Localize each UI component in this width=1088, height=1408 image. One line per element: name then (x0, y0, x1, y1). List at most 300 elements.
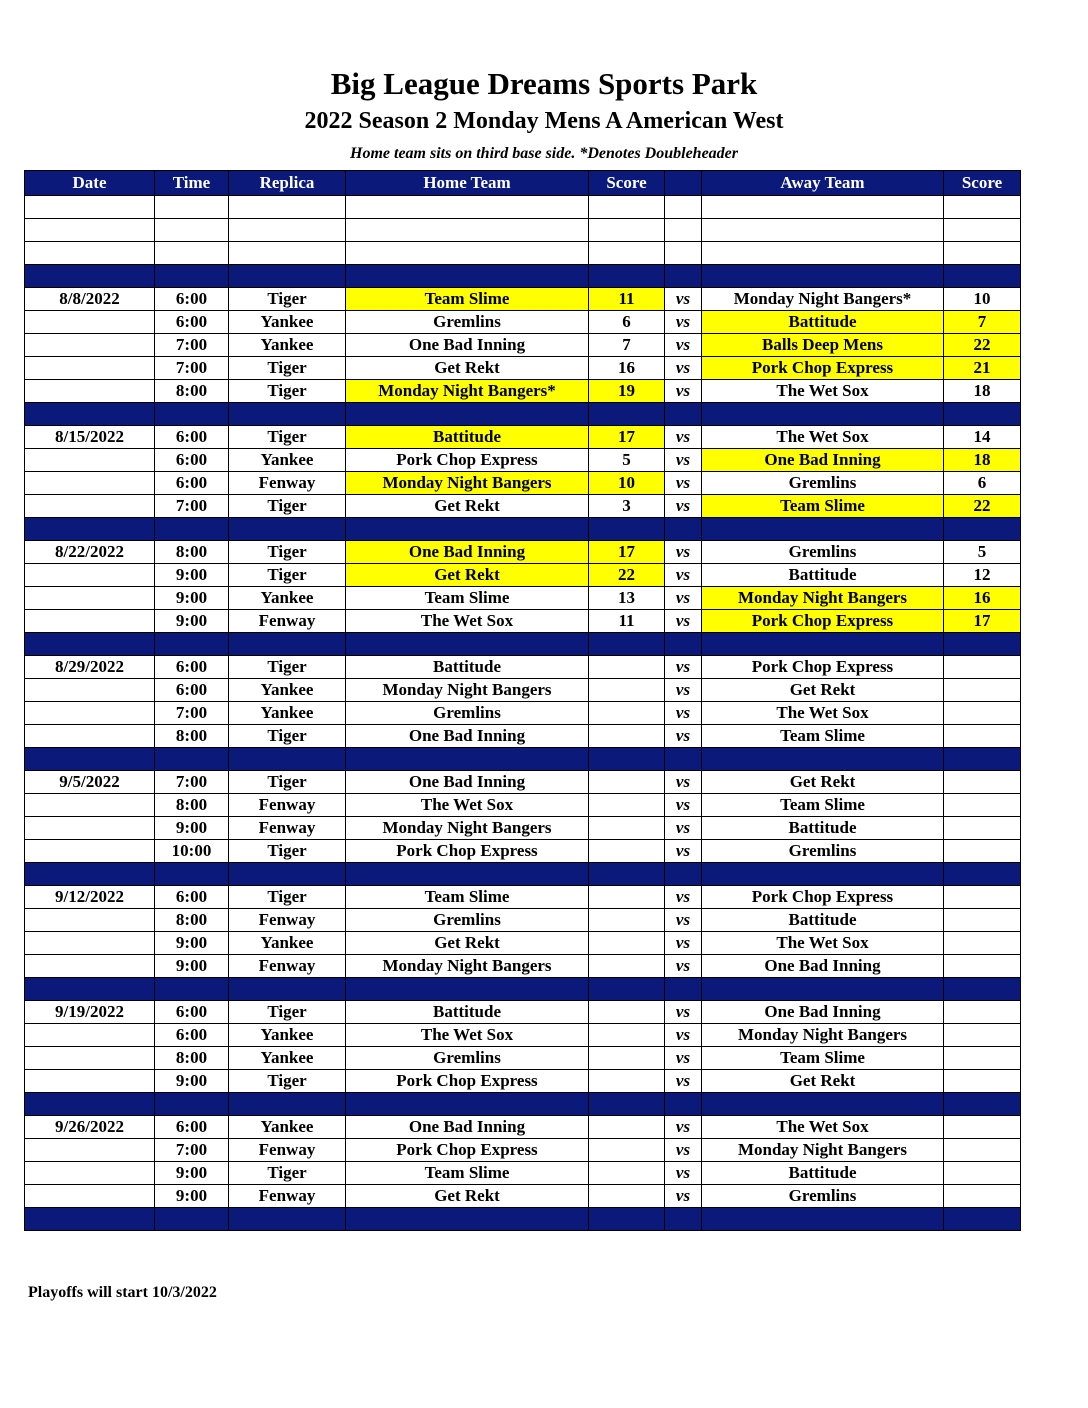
away-score-cell (944, 656, 1021, 679)
separator-cell (665, 863, 702, 886)
home-team-cell: Pork Chop Express (346, 1139, 589, 1162)
separator-cell (665, 265, 702, 288)
away-team-cell: Monday Night Bangers (702, 1024, 944, 1047)
home-team-cell: Monday Night Bangers* (346, 380, 589, 403)
week-separator-row (25, 403, 1021, 426)
vs-cell: vs (665, 1024, 702, 1047)
separator-cell (665, 1208, 702, 1231)
game-row (25, 656, 1021, 679)
vs-cell: vs (665, 1185, 702, 1208)
date-cell: 8/29/2022 (25, 656, 155, 679)
away-team-cell: Gremlins (702, 840, 944, 863)
separator-cell (25, 978, 155, 1001)
vs-cell: vs (665, 380, 702, 403)
home-score-cell (589, 1001, 665, 1024)
date-cell (25, 1185, 155, 1208)
replica-cell: Tiger (229, 840, 346, 863)
date-cell (25, 495, 155, 518)
away-score-cell (944, 725, 1021, 748)
date-cell: 9/12/2022 (25, 886, 155, 909)
home-team-cell: Battitude (346, 656, 589, 679)
separator-cell (346, 748, 589, 771)
time-cell: 7:00 (155, 1139, 229, 1162)
vs-cell: vs (665, 334, 702, 357)
time-cell: 9:00 (155, 1070, 229, 1093)
separator-cell (25, 265, 155, 288)
separator-cell (589, 633, 665, 656)
home-team-cell: One Bad Inning (346, 541, 589, 564)
vs-cell: vs (665, 357, 702, 380)
game-row (25, 1024, 1021, 1047)
away-score-cell: 18 (944, 380, 1021, 403)
home-team-cell: Get Rekt (346, 932, 589, 955)
home-score-cell (589, 1162, 665, 1185)
date-cell (25, 334, 155, 357)
date-cell: 9/26/2022 (25, 1116, 155, 1139)
away-team-cell: Monday Night Bangers (702, 587, 944, 610)
replica-cell: Yankee (229, 702, 346, 725)
away-score-cell (944, 1162, 1021, 1185)
empty-cell (25, 196, 155, 219)
date-cell (25, 564, 155, 587)
home-team-cell: Team Slime (346, 587, 589, 610)
home-score-cell (589, 909, 665, 932)
vs-cell: vs (665, 679, 702, 702)
header-row (25, 171, 1021, 196)
away-score-cell: 18 (944, 449, 1021, 472)
away-score-cell: 10 (944, 288, 1021, 311)
vs-cell: vs (665, 449, 702, 472)
vs-cell: vs (665, 495, 702, 518)
vs-cell: vs (665, 932, 702, 955)
empty-cell (944, 242, 1021, 265)
game-row (25, 610, 1021, 633)
away-score-cell: 17 (944, 610, 1021, 633)
away-team-cell: Battitude (702, 909, 944, 932)
time-cell: 8:00 (155, 380, 229, 403)
away-score-cell: 12 (944, 564, 1021, 587)
vs-cell: vs (665, 725, 702, 748)
time-cell: 6:00 (155, 311, 229, 334)
home-team-cell: The Wet Sox (346, 1024, 589, 1047)
week-separator-row (25, 1093, 1021, 1116)
separator-cell (944, 403, 1021, 426)
replica-cell: Tiger (229, 380, 346, 403)
vs-cell: vs (665, 886, 702, 909)
replica-cell: Tiger (229, 1070, 346, 1093)
vs-cell: vs (665, 1001, 702, 1024)
col-header-home-team: Home Team (346, 171, 589, 196)
replica-cell: Tiger (229, 288, 346, 311)
vs-cell: vs (665, 472, 702, 495)
separator-cell (229, 748, 346, 771)
time-cell: 10:00 (155, 840, 229, 863)
vs-cell: vs (665, 1116, 702, 1139)
vs-cell: vs (665, 1070, 702, 1093)
separator-cell (944, 863, 1021, 886)
page-subtitle: 2022 Season 2 Monday Mens A American West (304, 108, 784, 134)
vs-cell: vs (665, 1162, 702, 1185)
time-cell: 8:00 (155, 794, 229, 817)
date-cell (25, 1162, 155, 1185)
date-cell: 9/5/2022 (25, 771, 155, 794)
separator-cell (944, 1208, 1021, 1231)
empty-cell (702, 242, 944, 265)
home-team-cell: Monday Night Bangers (346, 679, 589, 702)
home-score-cell: 17 (589, 541, 665, 564)
date-cell (25, 840, 155, 863)
away-score-cell: 6 (944, 472, 1021, 495)
game-row (25, 1185, 1021, 1208)
time-cell: 6:00 (155, 288, 229, 311)
game-row (25, 564, 1021, 587)
replica-cell: Fenway (229, 794, 346, 817)
empty-cell (155, 196, 229, 219)
away-score-cell (944, 817, 1021, 840)
separator-cell (702, 863, 944, 886)
separator-cell (589, 1093, 665, 1116)
replica-cell: Yankee (229, 1047, 346, 1070)
separator-cell (702, 633, 944, 656)
vs-cell: vs (665, 610, 702, 633)
separator-cell (589, 403, 665, 426)
col-header-away-team: Away Team (702, 171, 944, 196)
time-cell: 6:00 (155, 426, 229, 449)
home-score-cell (589, 1070, 665, 1093)
separator-cell (702, 978, 944, 1001)
separator-cell (346, 518, 589, 541)
separator-cell (346, 978, 589, 1001)
time-cell: 6:00 (155, 449, 229, 472)
separator-cell (665, 518, 702, 541)
away-team-cell: The Wet Sox (702, 380, 944, 403)
away-score-cell (944, 932, 1021, 955)
replica-cell: Yankee (229, 334, 346, 357)
home-team-cell: Battitude (346, 1001, 589, 1024)
home-team-cell: The Wet Sox (346, 794, 589, 817)
separator-cell (589, 518, 665, 541)
away-team-cell: Battitude (702, 817, 944, 840)
page-title: Big League Dreams Sports Park (330, 66, 758, 101)
week-separator-row (25, 633, 1021, 656)
game-row (25, 1162, 1021, 1185)
vs-cell: vs (665, 794, 702, 817)
empty-cell (25, 219, 155, 242)
away-score-cell (944, 1024, 1021, 1047)
replica-cell: Tiger (229, 541, 346, 564)
away-score-cell (944, 1116, 1021, 1139)
replica-cell: Tiger (229, 1162, 346, 1185)
game-row (25, 771, 1021, 794)
replica-cell: Yankee (229, 679, 346, 702)
time-cell: 9:00 (155, 1162, 229, 1185)
blank-row (25, 196, 1021, 219)
empty-cell (229, 242, 346, 265)
separator-cell (702, 403, 944, 426)
away-team-cell: Gremlins (702, 541, 944, 564)
home-score-cell: 5 (589, 449, 665, 472)
separator-cell (944, 1093, 1021, 1116)
away-team-cell: Battitude (702, 564, 944, 587)
replica-cell: Yankee (229, 1116, 346, 1139)
home-score-cell: 16 (589, 357, 665, 380)
game-row (25, 1070, 1021, 1093)
separator-cell (155, 633, 229, 656)
separator-cell (25, 633, 155, 656)
home-score-cell: 10 (589, 472, 665, 495)
game-row (25, 840, 1021, 863)
home-team-cell: Gremlins (346, 311, 589, 334)
replica-cell: Yankee (229, 932, 346, 955)
separator-cell (155, 863, 229, 886)
date-cell (25, 725, 155, 748)
home-team-cell: Team Slime (346, 886, 589, 909)
game-row (25, 886, 1021, 909)
separator-cell (589, 748, 665, 771)
game-row (25, 357, 1021, 380)
vs-cell: vs (665, 955, 702, 978)
home-score-cell: 17 (589, 426, 665, 449)
away-team-cell: Monday Night Bangers (702, 1139, 944, 1162)
game-row (25, 541, 1021, 564)
time-cell: 9:00 (155, 610, 229, 633)
away-team-cell: Pork Chop Express (702, 357, 944, 380)
home-score-cell (589, 932, 665, 955)
replica-cell: Tiger (229, 357, 346, 380)
date-cell (25, 1139, 155, 1162)
home-team-cell: Monday Night Bangers (346, 817, 589, 840)
date-cell (25, 449, 155, 472)
date-cell (25, 702, 155, 725)
time-cell: 9:00 (155, 587, 229, 610)
away-score-cell (944, 794, 1021, 817)
separator-cell (589, 863, 665, 886)
home-score-cell: 11 (589, 288, 665, 311)
vs-cell: vs (665, 1047, 702, 1070)
home-score-cell (589, 886, 665, 909)
home-score-cell: 7 (589, 334, 665, 357)
away-score-cell: 7 (944, 311, 1021, 334)
separator-cell (944, 748, 1021, 771)
replica-cell: Tiger (229, 656, 346, 679)
away-team-cell: One Bad Inning (702, 955, 944, 978)
away-team-cell: Pork Chop Express (702, 610, 944, 633)
separator-cell (702, 1208, 944, 1231)
home-team-cell: Pork Chop Express (346, 840, 589, 863)
date-cell (25, 472, 155, 495)
separator-cell (589, 978, 665, 1001)
separator-cell (155, 518, 229, 541)
separator-cell (665, 748, 702, 771)
away-team-cell: Battitude (702, 311, 944, 334)
game-row (25, 932, 1021, 955)
empty-cell (589, 196, 665, 219)
home-score-cell (589, 771, 665, 794)
game-row (25, 472, 1021, 495)
time-cell: 7:00 (155, 357, 229, 380)
date-cell (25, 679, 155, 702)
replica-cell: Fenway (229, 1139, 346, 1162)
time-cell: 6:00 (155, 1001, 229, 1024)
vs-cell: vs (665, 771, 702, 794)
away-score-cell: 16 (944, 587, 1021, 610)
date-cell (25, 955, 155, 978)
away-score-cell (944, 886, 1021, 909)
time-cell: 6:00 (155, 886, 229, 909)
replica-cell: Tiger (229, 886, 346, 909)
empty-cell (944, 219, 1021, 242)
game-row (25, 1116, 1021, 1139)
empty-cell (589, 219, 665, 242)
game-row (25, 334, 1021, 357)
separator-cell (944, 518, 1021, 541)
away-team-cell: Monday Night Bangers* (702, 288, 944, 311)
time-cell: 6:00 (155, 656, 229, 679)
week-separator-row (25, 863, 1021, 886)
game-row (25, 587, 1021, 610)
away-team-cell: The Wet Sox (702, 1116, 944, 1139)
game-row (25, 725, 1021, 748)
away-score-cell (944, 1185, 1021, 1208)
date-cell (25, 817, 155, 840)
away-team-cell: Pork Chop Express (702, 656, 944, 679)
game-row (25, 495, 1021, 518)
week-separator-row (25, 978, 1021, 1001)
home-team-cell: Get Rekt (346, 1185, 589, 1208)
separator-cell (25, 1093, 155, 1116)
col-header-time: Time (155, 171, 229, 196)
home-team-cell: Team Slime (346, 288, 589, 311)
separator-cell (944, 978, 1021, 1001)
separator-cell (665, 978, 702, 1001)
blank-row (25, 219, 1021, 242)
vs-cell: vs (665, 656, 702, 679)
replica-cell: Fenway (229, 909, 346, 932)
time-cell: 6:00 (155, 1116, 229, 1139)
empty-cell (665, 242, 702, 265)
away-team-cell: Get Rekt (702, 679, 944, 702)
schedule-note: Home team sits on third base side. *Denotes Doubleheader (350, 145, 738, 162)
home-team-cell: Battitude (346, 426, 589, 449)
date-cell (25, 794, 155, 817)
away-score-cell (944, 909, 1021, 932)
away-team-cell: Balls Deep Mens (702, 334, 944, 357)
separator-cell (25, 863, 155, 886)
away-team-cell: Team Slime (702, 1047, 944, 1070)
replica-cell: Tiger (229, 426, 346, 449)
home-score-cell (589, 840, 665, 863)
col-header-vs (665, 171, 702, 196)
away-score-cell (944, 679, 1021, 702)
game-row (25, 1139, 1021, 1162)
away-team-cell: Battitude (702, 1162, 944, 1185)
away-team-cell: One Bad Inning (702, 449, 944, 472)
away-team-cell: The Wet Sox (702, 426, 944, 449)
away-score-cell (944, 1070, 1021, 1093)
separator-cell (346, 265, 589, 288)
away-team-cell: Get Rekt (702, 1070, 944, 1093)
separator-cell (944, 633, 1021, 656)
separator-cell (346, 1208, 589, 1231)
away-score-cell (944, 702, 1021, 725)
time-cell: 9:00 (155, 1185, 229, 1208)
vs-cell: vs (665, 840, 702, 863)
home-score-cell: 3 (589, 495, 665, 518)
empty-cell (346, 219, 589, 242)
vs-cell: vs (665, 702, 702, 725)
home-team-cell: Pork Chop Express (346, 449, 589, 472)
empty-cell (665, 196, 702, 219)
separator-cell (346, 1093, 589, 1116)
vs-cell: vs (665, 311, 702, 334)
vs-cell: vs (665, 909, 702, 932)
home-score-cell (589, 1047, 665, 1070)
separator-cell (702, 265, 944, 288)
separator-cell (702, 518, 944, 541)
time-cell: 9:00 (155, 932, 229, 955)
separator-cell (155, 1093, 229, 1116)
separator-cell (155, 1208, 229, 1231)
game-row (25, 794, 1021, 817)
separator-cell (589, 265, 665, 288)
time-cell: 9:00 (155, 817, 229, 840)
home-score-cell (589, 794, 665, 817)
home-team-cell: One Bad Inning (346, 334, 589, 357)
away-score-cell (944, 1047, 1021, 1070)
away-team-cell: The Wet Sox (702, 702, 944, 725)
empty-cell (25, 242, 155, 265)
away-team-cell: Team Slime (702, 495, 944, 518)
week-separator-row (25, 518, 1021, 541)
home-team-cell: One Bad Inning (346, 771, 589, 794)
separator-cell (25, 518, 155, 541)
home-score-cell: 6 (589, 311, 665, 334)
away-team-cell: Pork Chop Express (702, 886, 944, 909)
away-team-cell: Gremlins (702, 1185, 944, 1208)
home-score-cell (589, 725, 665, 748)
playoffs-note: Playoffs will start 10/3/2022 (28, 1284, 217, 1301)
separator-cell (702, 1093, 944, 1116)
game-row (25, 380, 1021, 403)
time-cell: 6:00 (155, 1024, 229, 1047)
empty-cell (346, 242, 589, 265)
date-cell (25, 610, 155, 633)
away-score-cell: 5 (944, 541, 1021, 564)
home-score-cell (589, 1024, 665, 1047)
empty-cell (229, 219, 346, 242)
separator-cell (25, 1208, 155, 1231)
time-cell: 6:00 (155, 472, 229, 495)
separator-cell (155, 748, 229, 771)
week-separator-row (25, 748, 1021, 771)
away-score-cell: 22 (944, 334, 1021, 357)
home-score-cell (589, 817, 665, 840)
separator-cell (229, 633, 346, 656)
separator-cell (229, 1093, 346, 1116)
time-cell: 7:00 (155, 495, 229, 518)
home-team-cell: Gremlins (346, 1047, 589, 1070)
replica-cell: Tiger (229, 1001, 346, 1024)
home-team-cell: The Wet Sox (346, 610, 589, 633)
replica-cell: Fenway (229, 955, 346, 978)
empty-cell (702, 196, 944, 219)
game-row (25, 1047, 1021, 1070)
time-cell: 8:00 (155, 725, 229, 748)
away-score-cell: 21 (944, 357, 1021, 380)
home-team-cell: Pork Chop Express (346, 1070, 589, 1093)
away-score-cell (944, 1139, 1021, 1162)
replica-cell: Yankee (229, 1024, 346, 1047)
